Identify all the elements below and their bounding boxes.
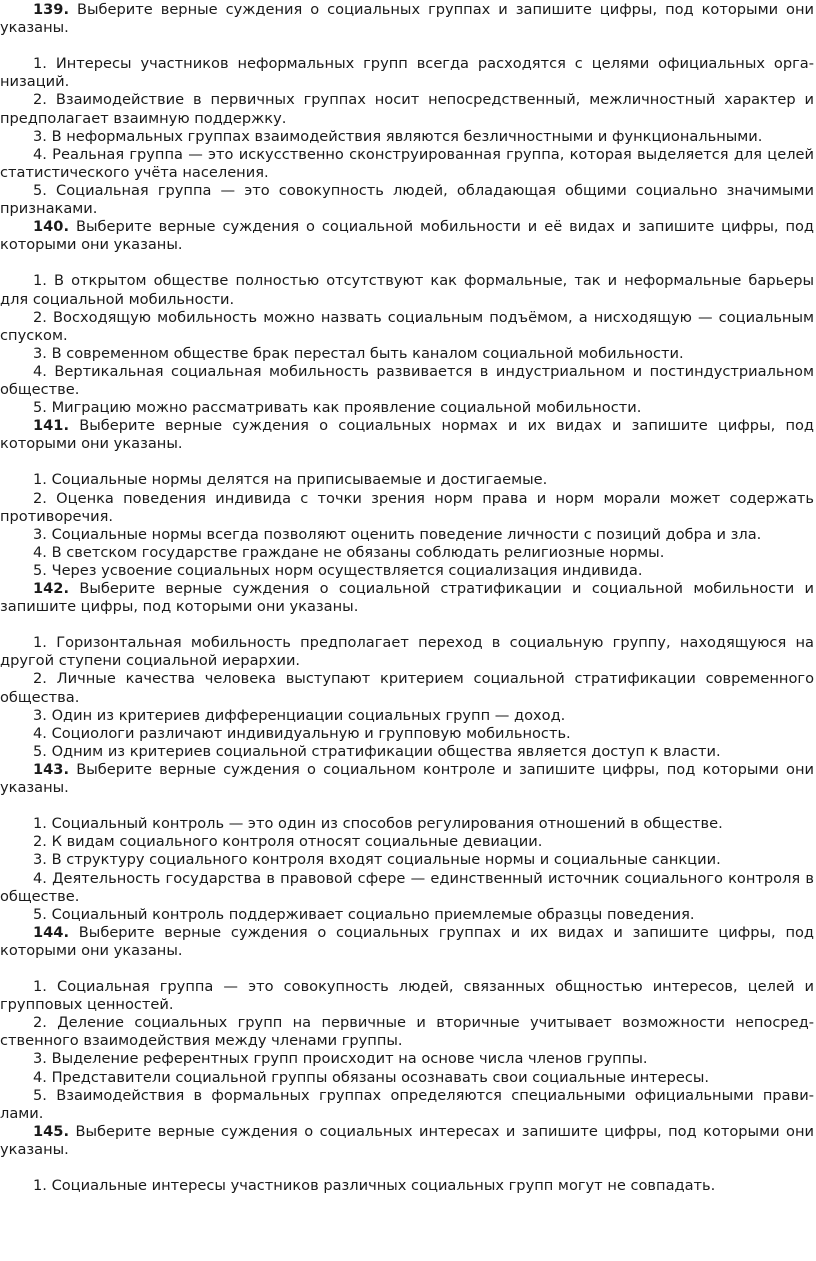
spacer [0,960,814,978]
spacer [0,37,814,55]
question-prompt [0,1,814,37]
statement-item: 2. Деление социальных групп на первичные и вторичные учитывает возможности непосредственного взаимодействия между членами группы. [0,1014,814,1050]
question-number: 145. [33,1122,70,1140]
statement-item: 4. В светском государстве граждане не обязаны соблюдать религиозные нормы. [33,543,665,561]
statement-item: 3. В структуру социального контроля входят социальные нормы и социальные санкции. [33,851,721,869]
question-text: Выберите верные суждения о социальной стратификации и социальной мобильности и запишите цифры, под которыми они указаны. [0,580,814,616]
statement-item: 5. Одним из критериев социальной стратификации общества является доступ к власти. [33,742,721,760]
question-number: 142. [33,580,70,597]
statement-item: 2. Восходящую мобильность можно назвать социальным подъёмом, а нисходящую — социальным спуском. [0,308,814,344]
statement-item: 2. Личные качества человека выступают критерием социальной стратификации современного общества. [0,670,814,706]
spacer [0,254,814,272]
statement-item: 4. Представители социальной группы обязаны осознавать свои социальные интересы. [33,1068,710,1086]
question-prompt [0,1123,814,1159]
statement-item: 4. Деятельность государства в правовой сфере — единственный источник социального контроля в обществе. [0,869,814,905]
question-text: Выберите верные суждения о социальных интересах и запишите цифры, под которыми они указаны. [0,1122,814,1158]
question-number: 143. [33,760,70,778]
spacer [0,616,814,634]
question-prompt [0,218,814,254]
statement-item: 5. Взаимодействия в формальных группах определяются специальными официальными правилами. [0,1086,814,1122]
statement-item: 4. Реальная группа — это искусственно сконструированная группа, которая выделяется для целей статистического учёта населения. [0,145,814,181]
question-prompt [0,924,814,960]
statement-item: 5. Социальный контроль поддерживает социально приемлемые образцы поведения. [33,905,695,923]
question-number: 140. [33,218,70,236]
question-text: Выберите верные суждения о социальных группах и их видах и запишите цифры, под которыми они указаны. [0,923,815,959]
question-block [0,580,814,761]
spacer [0,797,814,815]
question-prompt [0,761,814,797]
statement-item: 3. Социальные нормы всегда позволяют оценить поведение личности с позиций добра и зла. [33,525,762,543]
statement-item: 2. Оценка поведения индивида с точки зрения норм права и норм морали может содержать противоречия. [0,489,814,525]
question-text: Выберите верные суждения о социальных нормах и их видах и запишите цифры, под которыми они указаны. [0,417,814,453]
statement-item: 1. Социальный контроль — это один из способов регулирования отношений в обществе. [33,815,723,833]
statement-item: 4. Социологи различают индивидуальную и групповую мобильность. [33,724,571,742]
question-block [0,417,814,580]
question-text: Выберите верные суждения о социальной мобильности и её видах и запишите цифры, под которыми они указаны. [0,218,814,254]
statement-item: 1. Социальные нормы делятся на приписываемые и достигаемые. [33,471,548,489]
question-number: 144. [33,923,70,941]
spacer [0,453,814,471]
statement-item: 3. В современном обществе брак перестал быть каналом социальной мобильности. [33,344,684,362]
statement-item: 1. В открытом обществе полностью отсутствуют как формальные, так и неформальные барьеры для социальной мобильности. [0,272,814,308]
statement-item: 5. Социальная группа — это совокупность людей, обладающая общими социально значимыми признаками. [0,181,814,218]
statement-item: 3. В неформальных группах взаимодействия являются безличностными и функциональными. [33,127,763,145]
question-block [0,761,814,924]
statement-item: 4. Вертикальная социальная мобильность развивается в индустриальном и постиндустриальном обществе. [0,362,814,398]
question-block [0,1,814,218]
statement-item: 5. Через усвоение социальных норм осуществляется социализация индивида. [33,561,643,579]
question-number: 139. [33,1,70,18]
question-prompt [0,417,814,453]
statement-item: 1. Интересы участников неформальных групп всегда расходятся с целями официальных организаций. [0,55,814,91]
statement-item: 5. Миграцию можно рассматривать как проявление социальной мобильности. [33,399,642,417]
statement-item: 3. Один из критериев дифференциации социальных групп — доход. [33,706,566,724]
statement-item: 2. К видам социального контроля относят социальные девиации. [33,833,543,851]
question-block [0,1123,814,1195]
spacer [0,1159,814,1177]
question-text: Выберите верные суждения о социальных группах и запишите цифры, под которыми они указаны. [0,1,814,37]
statement-item: 1. Горизонтальная мобильность предполагает переход в социальную группу, находящуюся на другой ступени социальной иерархии. [0,634,814,670]
question-number: 141. [33,417,70,435]
question-prompt [0,580,814,616]
question-block [0,218,814,417]
statement-item: 3. Выделение референтных групп происходит на основе числа членов группы. [33,1050,648,1068]
question-block [0,924,814,1123]
statement-item: 1. Социальная группа — это совокупность людей, связанных общностью интересов, целей и групповых ценностей. [0,978,814,1014]
statement-item: 1. Социальные интересы участников различных социальных групп могут не совпадать. [33,1177,716,1195]
question-text: Выберите верные суждения о социальном контроле и запишите цифры, под которыми они указаны. [0,760,815,797]
statement-item: 2. Взаимодействие в первичных группах носит непосредственный, межличностный характер и предполагает взаимную поддержку. [0,91,814,127]
